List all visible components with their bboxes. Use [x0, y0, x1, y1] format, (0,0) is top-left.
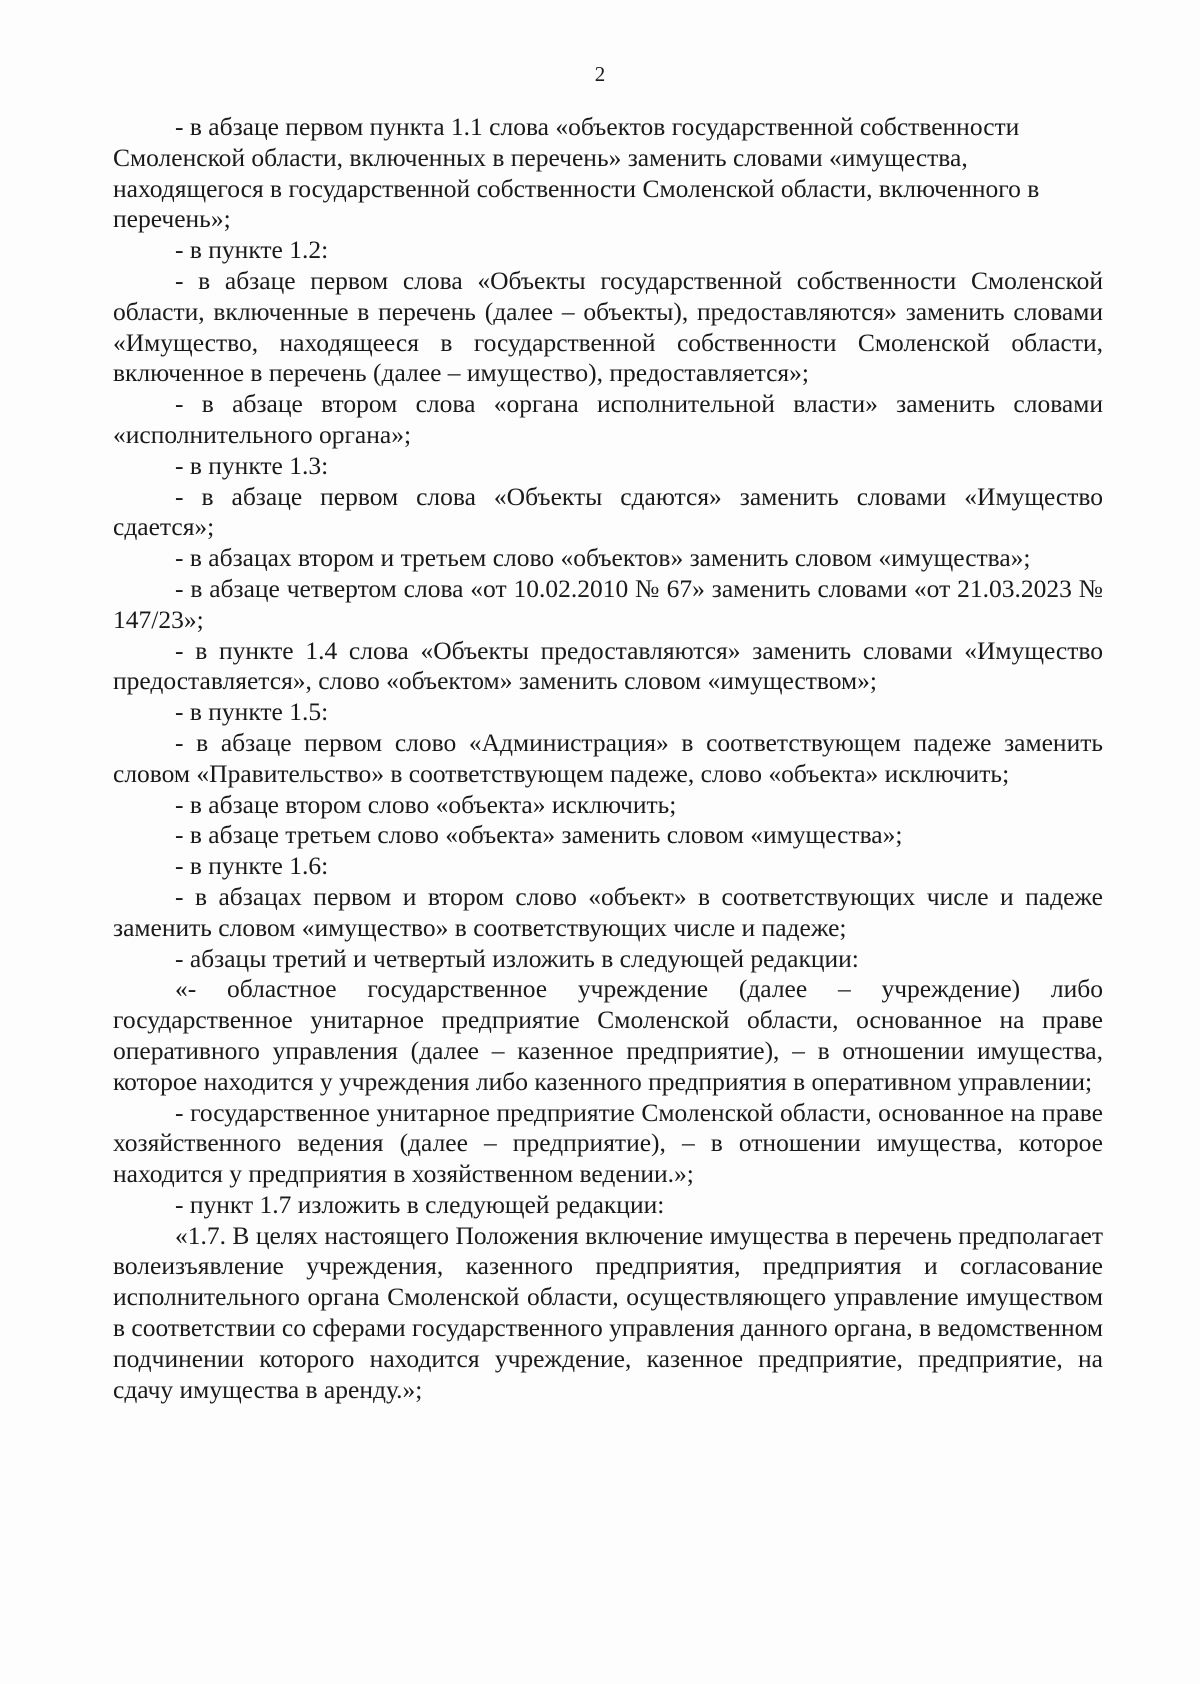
paragraph: - абзацы третий и четвертый изложить в следующей редакции: [175, 943, 859, 973]
paragraph: - в абзаце первом слова «Объекты сдаются» заменить словами «Имущество сдается»; [113, 481, 1103, 542]
paragraph: «- областное государственное учреждение (далее – учреждение) либо государственное унитарное предприятие Смоленской области, основанное на праве оперативного управления (далее – казенное предприятие), – в отношении имущества, которое находится у учреждения либо казенного предприятия в оперативном управлении; [113, 974, 1103, 1096]
paragraph: - государственное унитарное предприятие Смоленской области, основанное на праве хозяйственного ведения (далее – предприятие), – в отношении имущества, которое находится у предприятия в хозяйственном ведении.»; [113, 1097, 1103, 1189]
paragraph: - в пункте 1.3: [175, 450, 329, 480]
document-body [113, 112, 1103, 1405]
paragraph: - в абзаце первом слово «Администрация» в соответствующем падеже заменить словом «Правительство» в соответствующем падеже, слово «объекта» исключить; [113, 727, 1103, 788]
paragraph: - в пункте 1.2: [175, 235, 329, 265]
page-number: 2 [594, 62, 606, 86]
paragraph: - в пункте 1.6: [175, 851, 329, 881]
paragraph: - в абзаце первом слова «Объекты государственной собственности Смоленской области, включенные в перечень (далее – объекты), предоставляются» заменить словами «Имущество, находящееся в государственной собственности Смоленской области, включенное в перечень (далее – имущество), предоставляется»; [113, 265, 1103, 388]
paragraph: - в абзацах втором и третьем слово «объектов» заменить словом «имущества»; [175, 543, 1031, 573]
paragraph: - в абзаце втором слово «объекта» исключить; [175, 789, 677, 819]
paragraph: - в абзаце втором слова «органа исполнительной власти» заменить словами «исполнительного органа»; [113, 389, 1103, 449]
paragraph: - в абзаце третьем слово «объекта» заменить словом «имущества»; [175, 820, 903, 850]
paragraph: - в абзаце первом пункта 1.1 слова «объектов государственной собственности Смоленской области, включенных в перечень» заменить словами «имущества, находящегося в государственной собственности Смоленской области, включенного в перечень»; [113, 112, 1040, 234]
paragraph: - в пункте 1.4 слова «Объекты предоставляются» заменить словами «Имущество предоставляется», слово «объектом» заменить словом «имуществом»; [113, 635, 1103, 696]
paragraph: «1.7. В целях настоящего Положения включение имущества в перечень предполагает волеизъявление учреждения, казенного предприятия, предприятия и согласование исполнительного органа Смоленской области, осуществляющего управление имуществом в соответствии со сферами государственного управления данного органа, в ведомственном подчинении которого находится учреждение, казенное предприятие, предприятие, на сдачу имущества в аренду.»; [113, 1220, 1103, 1404]
paragraph: - пункт 1.7 изложить в следующей редакции: [175, 1189, 665, 1219]
paragraph: - в абзаце четвертом слова «от 10.02.2010 № 67» заменить словами «от 21.03.2023 № 147/23»; [113, 573, 1103, 634]
paragraph: - в пункте 1.5: [175, 697, 329, 727]
paragraph: - в абзацах первом и втором слово «объект» в соответствующих числе и падеже заменить словом «имущество» в соответствующих числе и падеже; [113, 881, 1103, 942]
